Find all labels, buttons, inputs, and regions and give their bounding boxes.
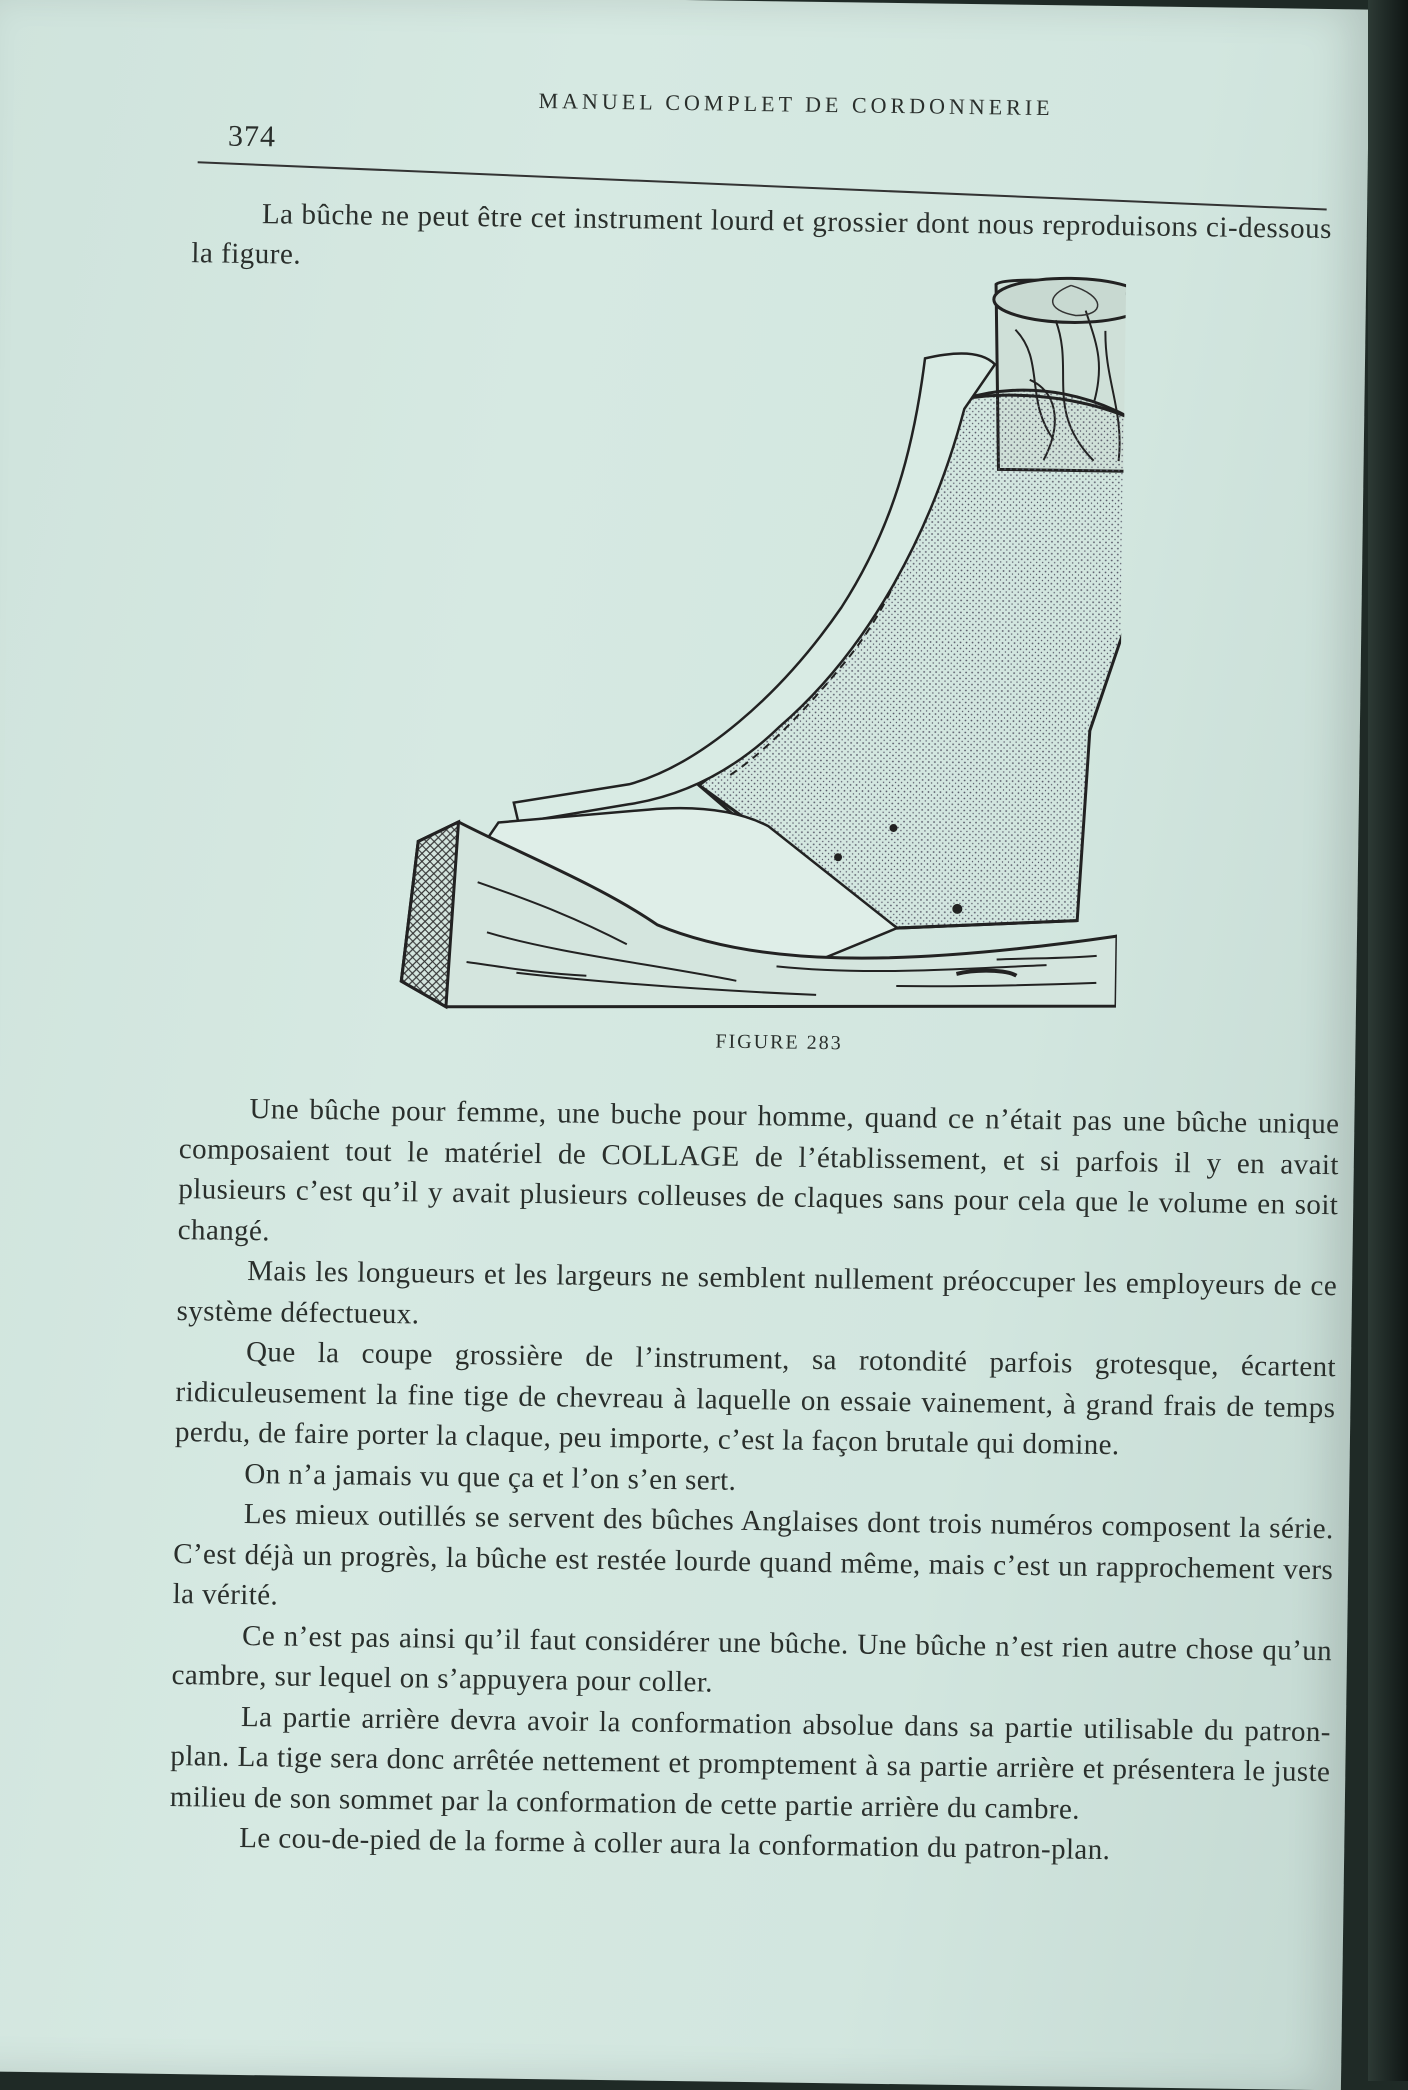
boot-illustration [396,261,1127,1041]
paragraph: Une bûche pour femme, une buche pour homme, quand ce n’était pas une bûche unique composaient tout le matériel de COLLAGE de l’établissement, et si parfois il y en avait plusieurs c’est qu’il y avait plusieurs colleuses de claques sans pour cela que le volume en soit changé. [177,1093,1340,1247]
paragraph: Que la coupe grossière de l’instrument, sa rotondité parfois grotesque, écartent ridiculeusement la fine tige de chevreau à laquelle on essaie vainement, à grand frais de temps perdu, de faire porter la claque, peu importe, c’est la façon brutale qui domine. [174,1336,1337,1462]
page-header [198,81,1349,167]
paragraph: Ce n’est pas ainsi qu’il faut considérer une bûche. Une bûche n’est rien autre chose qu’un cambre, sur lequel on s’appuyera pour coller. [171,1619,1333,1699]
paragraph: Les mieux outillés se servent des bûches Anglaises dont trois numéros composent la série. C’est déjà un progrès, la bûche est restée lourde quand même, mais c’est un rapprochement vers la vérité. [172,1497,1334,1612]
body-text [169,1088,1340,1874]
running-title: MANUEL COMPLET DE CORDONNERIE [538,87,1054,121]
intro-paragraph: La bûche ne peut être cet instrument lourd et grossier dont nous reproduisons ci-dessous la figure. [191,198,1333,271]
paragraph: La partie arrière devra avoir la conformation absolue dans sa partie utilisable du patron-plan. La tige sera donc arrêtée nettement et promptement à sa partie arrière et présentera le juste milieu de son sommet par la conformation de cette partie arrière du cambre. [169,1700,1332,1826]
paragraph: Le cou-de-pied de la forme à coller aura la conformation du patron-plan. [239,1821,1111,1867]
page-edge-shadow [1368,0,1408,2081]
page-number: 374 [227,119,277,154]
paragraph: On n’a jamais vu que ça et l’on s’en sert. [244,1457,737,1497]
figure-283-boot-on-block [396,261,1127,1041]
paragraph: Mais les longueurs et les largeurs ne semblent nullement préoccuper les employeurs de ce système défectueux. [176,1255,1338,1330]
figure-caption: FIGURE 283 [715,1030,843,1055]
